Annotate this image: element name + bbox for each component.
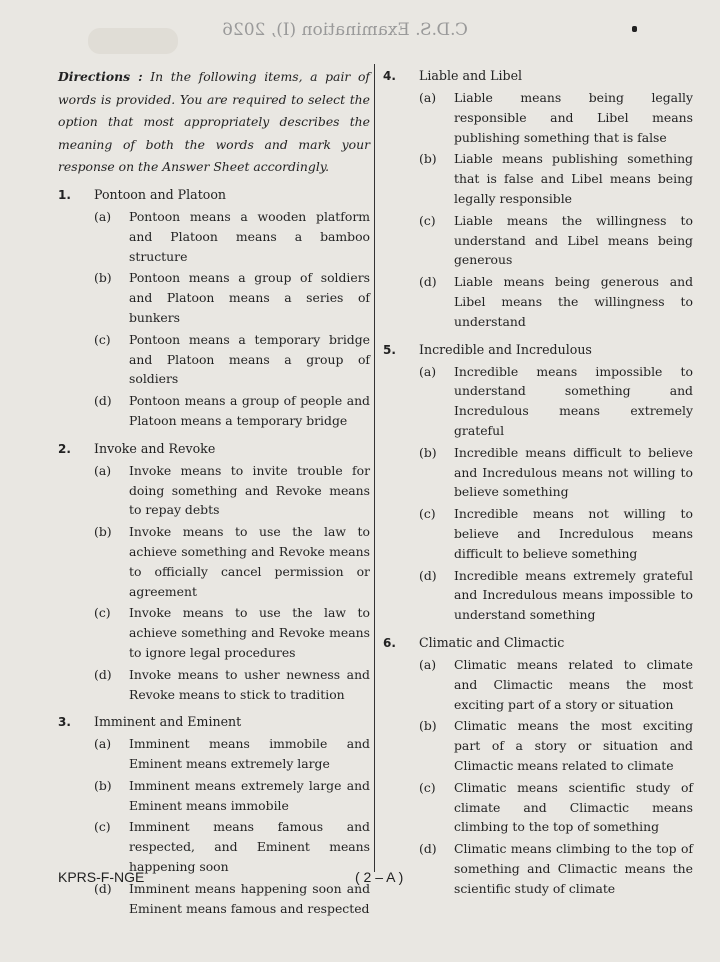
question-number: 3.	[58, 715, 71, 730]
option-text: Liable means being generous and Libel means the willingness to understand	[454, 274, 693, 329]
option-c	[58, 603, 370, 662]
option-text: Invoke means to use the law to achieve something and Revoke means to ignore legal procedures	[129, 605, 370, 660]
option-b	[58, 522, 370, 601]
option-d	[58, 665, 370, 705]
option-c	[58, 330, 370, 389]
question-title: Invoke and Revoke	[94, 440, 216, 456]
question-6	[383, 633, 693, 899]
option-c	[58, 817, 370, 876]
option-label: (c)	[419, 779, 436, 795]
option-label: (c)	[419, 212, 436, 228]
option-text: Pontoon means a temporary bridge and Platoon means a group of soldiers	[129, 331, 370, 387]
option-text: Liable means being legally responsible and Libel means publishing something that is false	[454, 90, 693, 145]
question-title: Pontoon and Platoon	[94, 186, 227, 202]
option-c	[383, 211, 693, 270]
option-text: Invoke means to usher newness and Revoke means to stick to tradition	[129, 666, 370, 702]
option-label: (b)	[419, 718, 437, 734]
option-b	[383, 443, 693, 502]
option-d	[383, 839, 693, 898]
right-column	[383, 66, 693, 906]
option-text: Liable means publishing something that is false and Libel means being legally responsible	[454, 151, 693, 206]
option-text: Climatic means the most exciting part of a story or situation and Climactic means related to climate	[454, 718, 693, 773]
option-d	[58, 391, 370, 431]
option-text: Incredible means not willing to believe and Incredulous means difficult to believe something	[454, 506, 693, 561]
option-label: (a)	[419, 656, 437, 672]
option-b	[383, 716, 693, 775]
option-text: Imminent means immobile and Eminent means extremely large	[129, 736, 370, 772]
option-label: (c)	[94, 819, 111, 835]
option-a	[383, 655, 693, 714]
question-title: Liable and Libel	[419, 68, 523, 83]
option-text: Imminent means happening soon and Eminent means famous and respected	[129, 880, 370, 916]
option-text: Climatic means related to climate and Climactic means the most exciting part of a story or situation	[454, 656, 693, 712]
option-label: (b)	[419, 444, 437, 460]
question-title: Incredible and Incredulous	[419, 341, 592, 357]
option-c	[383, 778, 693, 837]
option-text: Pontoon means a group of people and Platoon means a temporary bridge	[129, 393, 370, 428]
question-title: Imminent and Eminent	[94, 714, 242, 730]
option-label: (a)	[419, 363, 437, 379]
question-number: 1.	[58, 187, 71, 202]
directions	[58, 66, 370, 179]
option-text: Climatic means scientific study of climate and Climactic means climbing to the top of something	[454, 779, 693, 835]
option-a	[383, 362, 693, 441]
paper-code: KPRS-F-NGE	[58, 869, 145, 885]
question-number: 5.	[383, 342, 396, 357]
scan-smudge	[88, 28, 178, 54]
option-text: Imminent means famous and respected, and Eminent means happening soon	[129, 819, 370, 875]
question-5	[383, 340, 693, 625]
option-label: (b)	[94, 777, 112, 793]
option-label: (b)	[94, 270, 112, 286]
question-number: 6.	[383, 635, 396, 650]
option-label: (c)	[94, 605, 111, 621]
option-label: (c)	[419, 506, 436, 522]
option-label: (d)	[419, 567, 437, 583]
option-label: (b)	[419, 151, 437, 167]
question-title: Climatic and Climactic	[419, 634, 565, 650]
option-label: (d)	[94, 880, 112, 896]
column-divider	[374, 64, 375, 872]
question-number: 4.	[383, 69, 396, 83]
directions-text: In the following items, a pair of words is provided. You are required to select the option that most appropriately describes the meaning of both the words and mark your response on the Answer Sheet accordingly.	[58, 69, 370, 175]
option-text: Pontoon means a wooden platform and Platoon means a bamboo structure	[129, 208, 370, 264]
option-label: (b)	[94, 524, 112, 540]
option-c	[383, 504, 693, 563]
ink-dot	[632, 26, 637, 32]
option-a	[383, 88, 693, 147]
option-text: Invoke means to invite trouble for doing something and Revoke means to repay debts	[129, 462, 370, 518]
mirrored-header: C.D.S. Examination (I), 2026	[222, 20, 468, 40]
option-label: (a)	[94, 208, 112, 224]
option-text: Incredible means impossible to understand something and Incredulous means extremely grateful	[454, 363, 693, 438]
option-a	[58, 734, 370, 774]
option-text: Liable means the willingness to understand and Libel means being generous	[454, 212, 693, 268]
question-4	[383, 66, 693, 332]
left-column	[58, 66, 370, 926]
page-number: ( 2 – A )	[355, 869, 404, 885]
option-b	[58, 776, 370, 816]
option-label: (d)	[94, 666, 112, 682]
option-label: (d)	[419, 841, 437, 857]
option-text: Incredible means difficult to believe and Incredulous means not willing to believe something	[454, 444, 693, 500]
option-label: (d)	[94, 393, 112, 409]
question-3	[58, 712, 370, 918]
option-label: (a)	[419, 90, 437, 105]
option-a	[58, 461, 370, 520]
option-text: Imminent means extremely large and Eminent means immobile	[129, 777, 370, 813]
directions-label: Directions :	[58, 69, 143, 84]
question-number: 2.	[58, 441, 71, 456]
option-text: Incredible means extremely grateful and Incredulous means impossible to understand something	[454, 567, 693, 623]
question-1	[58, 185, 370, 431]
question-2	[58, 439, 370, 705]
option-b	[383, 149, 693, 208]
option-text: Climatic means climbing to the top of something and Climactic means the scientific study of climate	[454, 841, 693, 896]
option-a	[58, 207, 370, 266]
option-text: Pontoon means a group of soldiers and Platoon means a series of bunkers	[129, 270, 370, 325]
option-d	[383, 566, 693, 625]
option-label: (c)	[94, 331, 111, 347]
option-label: (a)	[94, 462, 112, 478]
option-b	[58, 268, 370, 327]
option-label: (d)	[419, 274, 437, 290]
option-d	[383, 272, 693, 331]
option-text: Invoke means to use the law to achieve something and Revoke means to officially cancel permission or agreement	[129, 524, 370, 599]
option-label: (a)	[94, 736, 112, 752]
